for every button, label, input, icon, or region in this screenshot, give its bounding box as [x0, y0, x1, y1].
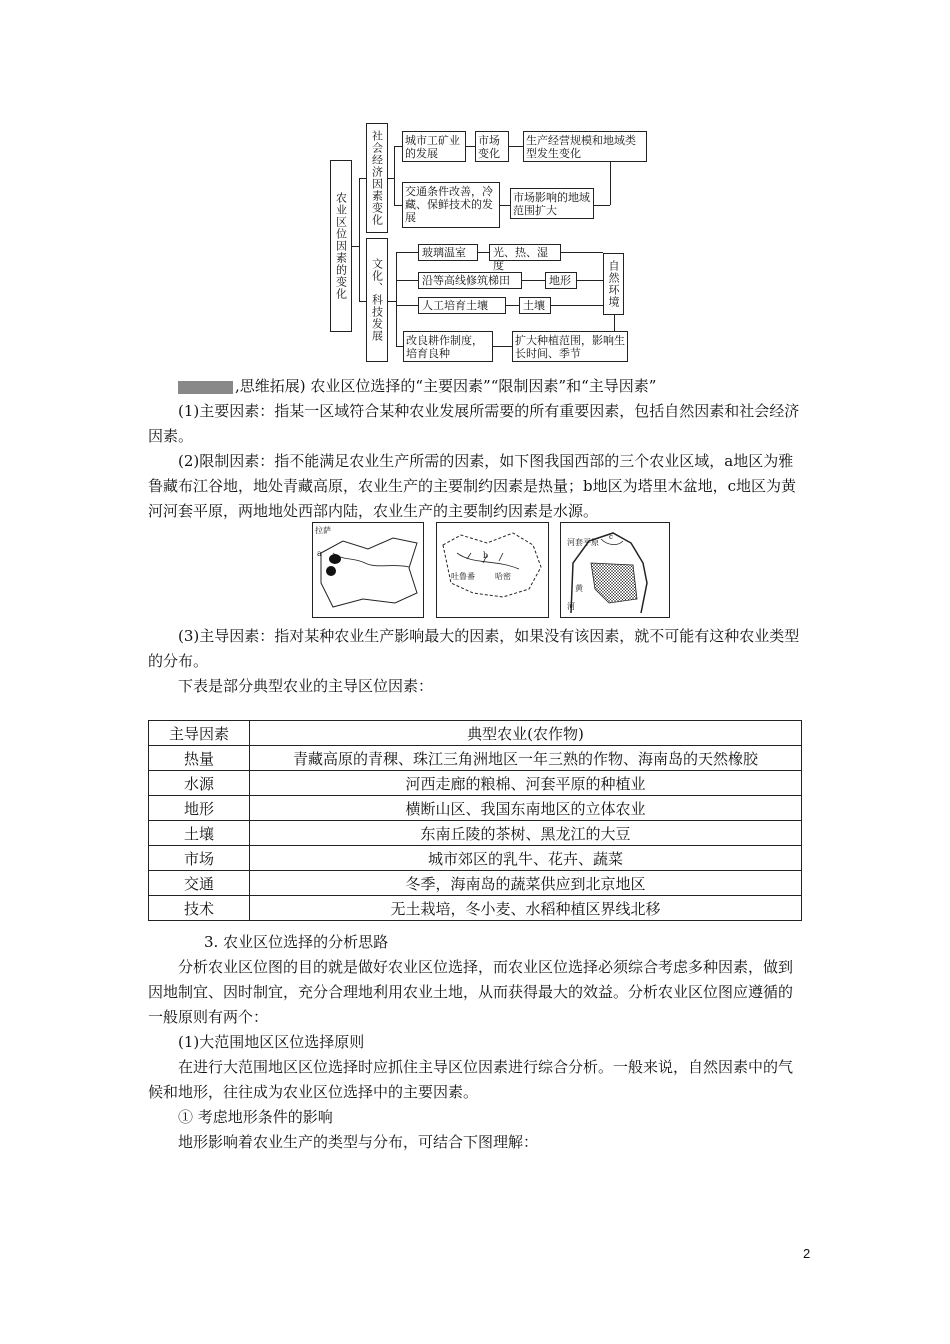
table-cell-factor: 市场	[149, 846, 250, 871]
diagram-scale-change-box: 生产经营规模和地域类型发生变化	[523, 131, 647, 162]
section-tag-marker	[178, 381, 233, 394]
diagram-terrain-box: 地形	[545, 272, 577, 289]
map-hetao-river-label-2: 河	[567, 602, 575, 611]
map-tarim-svg	[437, 523, 548, 617]
diagram-expand-box: 扩大种植范围，影响生长时间、季节	[512, 331, 628, 362]
diagram-terrace-box: 沿等高线修筑梯田	[418, 272, 522, 289]
table-row	[149, 771, 802, 796]
table-cell-factor: 热量	[149, 746, 250, 771]
map-hetao-c-label: c	[609, 533, 613, 541]
paragraph-terrain-heading: ① 考虑地形条件的影响	[178, 1108, 333, 1126]
map-tarim-turpan-label: 吐鲁番	[451, 572, 475, 581]
table-cell-agriculture: 典型农业(农作物)	[250, 721, 802, 746]
leading-factors-table	[148, 720, 802, 921]
diagram-breeding-box: 改良耕作制度，培育良种	[403, 331, 493, 362]
diagram-light-box: 光、热、湿度	[489, 244, 561, 261]
diagram-transport-box: 交通条件改善，冷藏、保鲜技术的发展	[402, 182, 500, 228]
diagram-market-change-box: 市场变化	[475, 131, 509, 162]
diagram-nature-box: 自然环境	[603, 253, 624, 315]
table-row	[149, 746, 802, 771]
diagram-social-box: 社会经济因素变化	[366, 123, 388, 233]
table-cell-agriculture: 无土栽培，冬小麦、水稻种植区界线北移	[250, 896, 802, 921]
table-header-row	[149, 721, 802, 746]
table-cell-agriculture: 青藏高原的青稞、珠江三角洲地区一年三熟的作物、海南岛的天然橡胶	[250, 746, 802, 771]
table-cell-agriculture: 城市郊区的乳牛、花卉、蔬菜	[250, 846, 802, 871]
diagram-soil-build-box: 人工培育土壤	[418, 297, 506, 314]
map-tarim-hami-label: 哈密	[495, 572, 511, 581]
paragraph-analysis: 分析农业区位图的目的就是做好农业区位选择，而农业区位选择必须综合考虑多种因素，做到因地制宜、因时制宜，充分合理地利用农业土地，从而获得最大的效益。分析农业区位图应遵循的一般原则有两个：	[148, 958, 794, 1026]
map-lhasa-svg	[313, 523, 423, 617]
table-cell-agriculture: 东南丘陵的茶树、黑龙江的大豆	[250, 821, 802, 846]
paragraph-limiting-factors: (2)限制因素：指不能满足农业生产所需的因素，如下图我国西部的三个农业区域，a地区为雅鲁藏布江谷地，地处青藏高原，农业生产的主要制约因素是热量；b地区为塔里木盆地，c地区为黄河河套平原，两地地处西部内陆，农业生产的主要制约因素是水源。	[148, 452, 797, 520]
map-lhasa-label: 拉萨	[315, 526, 331, 535]
map-lhasa	[312, 522, 424, 618]
diagram-tech-box: 文化、科技发展	[366, 238, 388, 362]
heading-text: ,思维拓展) 农业区位选择的“主要因素”“限制因素”和“主导因素”	[235, 377, 657, 395]
table-cell-factor: 交通	[149, 871, 250, 896]
diagram-greenhouse-box: 玻璃温室	[418, 244, 478, 261]
table-cell-factor: 技术	[149, 896, 250, 921]
paragraph-principle-1: (1)大范围地区区位选择原则	[178, 1033, 365, 1051]
table-cell-factor: 主导因素	[149, 721, 250, 746]
page-number: 2	[803, 1246, 811, 1261]
table-row	[149, 871, 802, 896]
map-hetao-label: 河套平原	[567, 538, 599, 547]
table-cell-factor: 地形	[149, 796, 250, 821]
table-cell-agriculture: 河西走廊的粮棉、河套平原的种植业	[250, 771, 802, 796]
paragraph-main-factors: (1)主要因素：指某一区域符合某种农业发展所需要的所有重要因素，包括自然因素和社会经济因素。	[148, 402, 800, 445]
map-tarim	[436, 522, 549, 618]
map-hetao	[560, 522, 670, 618]
table-cell-agriculture: 冬季，海南岛的蔬菜供应到北京地区	[250, 871, 802, 896]
diagram-urban-box: 城市工矿业的发展	[402, 131, 466, 162]
diagram-soil-box: 土壤	[519, 297, 551, 314]
table-row	[149, 796, 802, 821]
table-row	[149, 821, 802, 846]
map-lhasa-a-label: a	[317, 549, 322, 558]
paragraph-table-intro: 下表是部分典型农业的主导区位因素：	[178, 677, 434, 695]
map-tarim-b-label: b	[483, 551, 489, 560]
diagram-market-range-box: 市场影响的地域范围扩大	[510, 188, 594, 219]
table-cell-factor: 水源	[149, 771, 250, 796]
table-row	[149, 896, 802, 921]
map-hetao-river-label-1: 黄	[575, 584, 583, 593]
paragraph-leading-factors: (3)主导因素：指对某种农业生产影响最大的因素，如果没有该因素，就不可能有这种农业类型的分布。	[148, 627, 800, 670]
thinking-extension-heading	[148, 374, 804, 399]
paragraph-terrain-detail: 地形影响着农业生产的类型与分布，可结合下图理解：	[178, 1133, 539, 1151]
section-3-title: 3. 农业区位选择的分析思路	[204, 933, 389, 951]
table-cell-agriculture: 横断山区、我国东南地区的立体农业	[250, 796, 802, 821]
table-row	[149, 846, 802, 871]
table-cell-factor: 土壤	[149, 821, 250, 846]
paragraph-principle-1-detail: 在进行大范围地区区位选择时应抓住主导区位因素进行综合分析。一般来说，自然因素中的气候和地形，往往成为农业区位选择中的主要因素。	[148, 1058, 794, 1101]
diagram-root-box: 农业区位因素的变化	[330, 160, 352, 332]
